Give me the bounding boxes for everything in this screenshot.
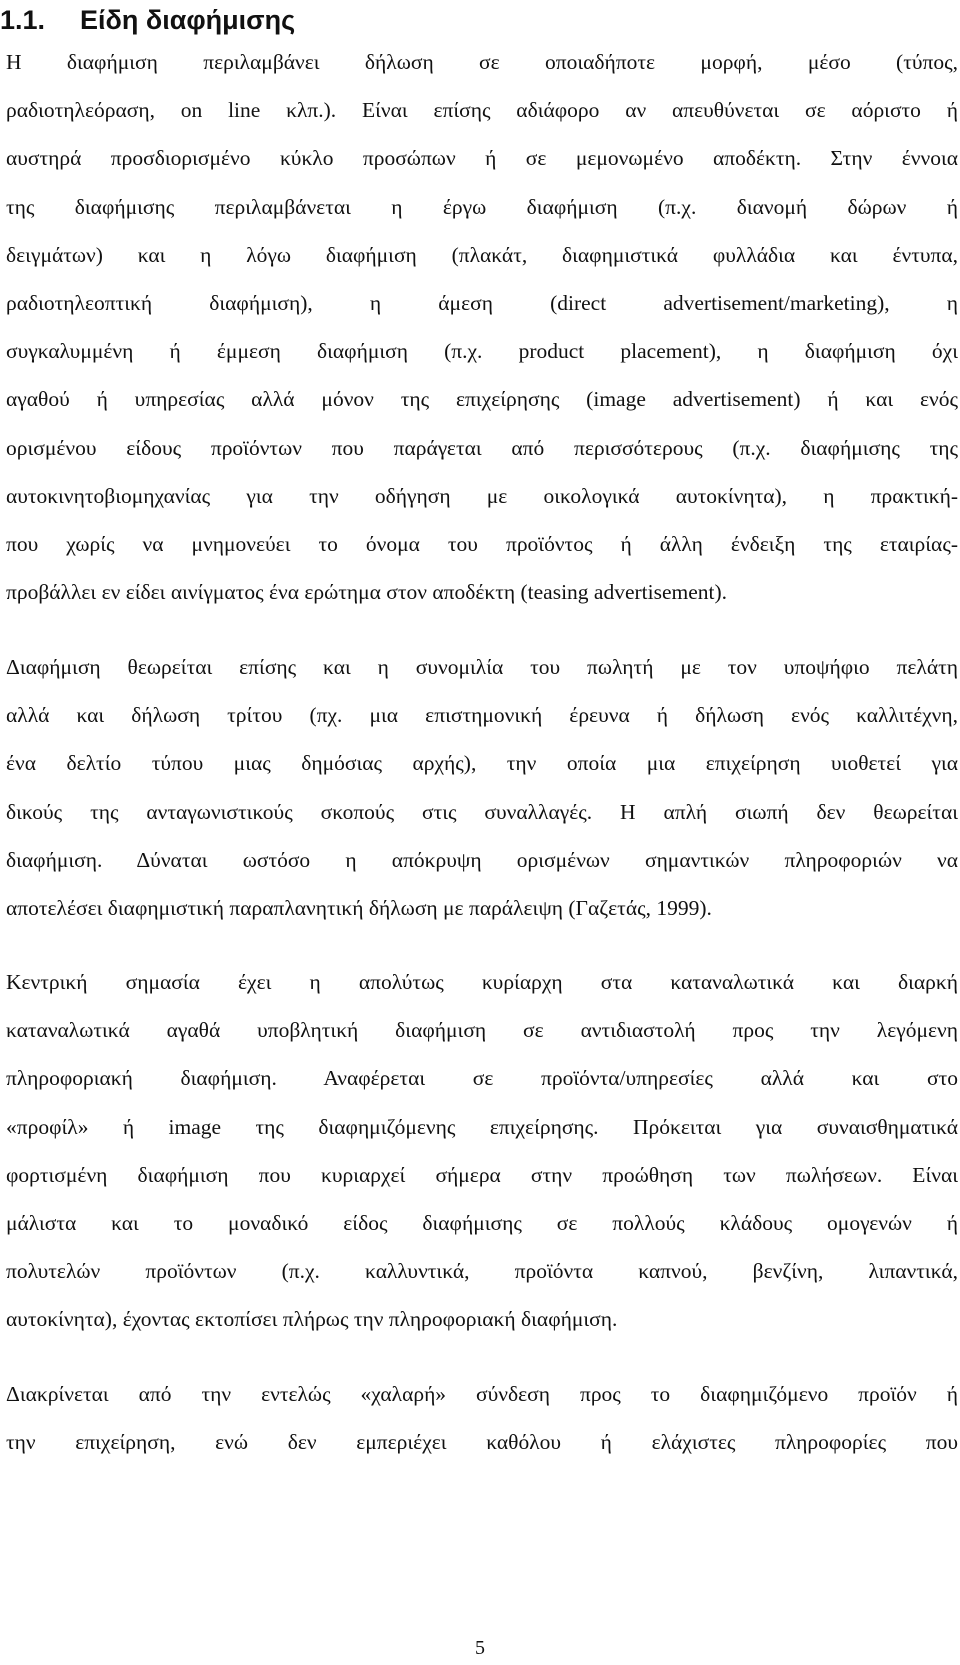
text-line: πολυτελών προϊόντων (π.χ. καλλυντικά, προϊόντα καπνού, βενζίνη, λιπαντικά, <box>6 1259 958 1284</box>
text-line: αυστηρά προσδιορισμένο κύκλο προσώπων ή σε μεμονωμένο αποδέκτη. Στην έννοια <box>6 146 958 171</box>
text-line: αποτελέσει διαφημιστική παραπλανητική δήλωση με παράλειψη (Γαζετάς, 1999). <box>6 895 712 920</box>
text-line: πληροφοριακή διαφήμιση. Αναφέρεται σε προϊόντα/υπηρεσίες αλλά και στο <box>6 1066 958 1091</box>
paragraph-2 <box>6 643 958 932</box>
text-line: διαφήμιση. Δύναται ωστόσο η απόκρυψη ορισμένων σημαντικών πληροφοριών να <box>6 847 958 872</box>
text-line: αλλά και δήλωση τρίτου (πχ. μια επιστημονική έρευνα ή δήλωση ενός καλλιτέχνη, <box>6 703 958 728</box>
section-number: 1.1. <box>0 5 46 35</box>
paragraph-1 <box>6 38 958 616</box>
text-line: ορισμένου είδους προϊόντων που παράγεται από περισσότερους (π.χ. διαφήμισης της <box>6 435 958 460</box>
text-line: καταναλωτικά αγαθά υποβλητική διαφήμιση σε αντιδιαστολή προς την λεγόμενη <box>6 1018 958 1043</box>
text-line: που χωρίς να μνημονεύει το όνομα του προϊόντος ή άλλη ένδειξη της εταιρίας- <box>6 531 958 556</box>
text-line: ραδιοτηλεοπτική διαφήμιση), η άμεση (direct advertisement/marketing), η <box>6 290 958 315</box>
text-line: αγαθού ή υπηρεσίας αλλά μόνον της επιχείρησης (image advertisement) ή και ενός <box>6 387 958 412</box>
text-line: την επιχείρηση, ενώ δεν εμπεριέχει καθόλου ή ελάχιστες πληροφορίες που <box>6 1430 958 1455</box>
paragraph-4 <box>6 1370 958 1466</box>
text-line: δειγμάτων) και η λόγω διαφήμιση (πλακάτ, διαφημιστικά φυλλάδια και έντυπα, <box>6 242 958 267</box>
section-title: Είδη διαφήμισης <box>80 5 296 35</box>
text-line: προβάλλει εν είδει αινίγματος ένα ερώτημα στον αποδέκτη (teasing advertisement). <box>6 580 728 605</box>
text-line: Η διαφήμιση περιλαμβάνει δήλωση σε οποιαδήποτε μορφή, μέσο (τύπος, <box>6 50 958 74</box>
text-line: Διακρίνεται από την εντελώς «χαλαρή» σύνδεση προς το διαφημιζόμενο προϊόν ή <box>6 1382 958 1406</box>
text-line: «προφίλ» ή image της διαφημιζόμενης επιχείρησης. Πρόκειται για συναισθηματικά <box>6 1114 958 1139</box>
page-number: 5 <box>475 1637 485 1659</box>
text-line: της διαφήμισης περιλαμβάνεται η έργω διαφήμιση (π.χ. διανομή δώρων ή <box>6 194 958 219</box>
paragraph-3 <box>6 958 958 1344</box>
text-line: αυτοκίνητα), έχοντας εκτοπίσει πλήρως την πληροφοριακή διαφήμιση. <box>6 1307 618 1332</box>
text-line: ένα δελτίο τύπου μιας δημόσιας αρχής), την οποία μια επιχείρηση υιοθετεί για <box>6 751 958 776</box>
text-line: Κεντρική σημασία έχει η απολύτως κυρίαρχη στα καταναλωτικά και διαρκή <box>6 970 958 994</box>
text-line: ραδιοτηλεόραση, on line κλπ.). Είναι επίσης αδιάφορο αν απευθύνεται σε αόριστο ή <box>6 98 958 123</box>
text-line: φορτισμένη διαφήμιση που κυριαρχεί σήμερα στην προώθηση των πωλήσεων. Είναι <box>6 1162 958 1187</box>
section-heading <box>0 0 295 40</box>
text-line: Διαφήμιση θεωρείται επίσης και η συνομιλία του πωλητή με τον υποψήφιο πελάτη <box>6 655 958 679</box>
text-line: αυτοκινητοβιομηχανίας για την οδήγηση με οικολογικά αυτοκίνητα), η πρακτική- <box>6 483 958 508</box>
text-line: συγκαλυμμένη ή έμμεση διαφήμιση (π.χ. product placement), η διαφήμιση όχι <box>6 339 958 364</box>
text-line: μάλιστα και το μοναδικό είδος διαφήμισης σε πολλούς κλάδους ομογενών ή <box>6 1210 958 1235</box>
text-line: δικούς της ανταγωνιστικούς σκοπούς στις συναλλαγές. Η απλή σιωπή δεν θεωρείται <box>6 799 958 824</box>
